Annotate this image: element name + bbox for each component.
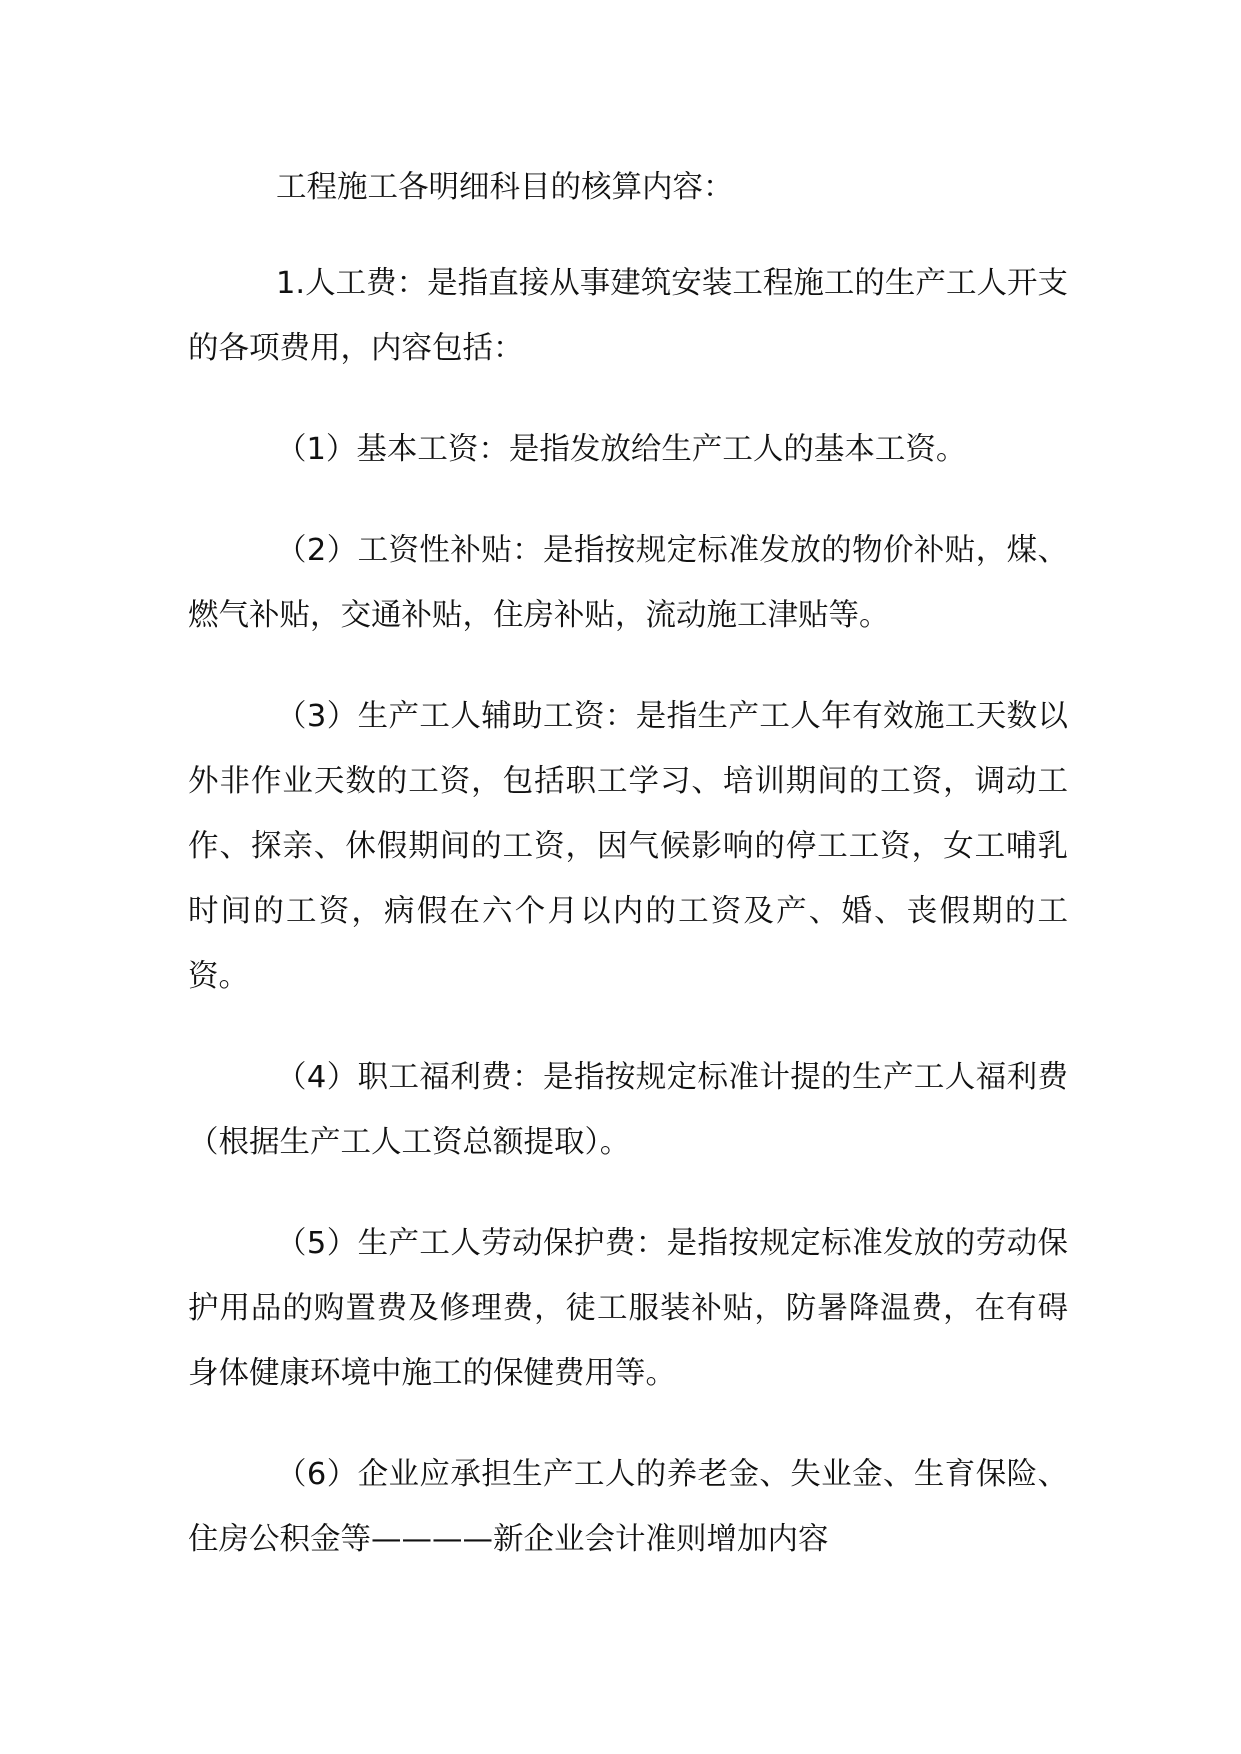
paragraph-labor-cost: 1.人工费：是指直接从事建筑安装工程施工的生产工人开支的各项费用，内容包括： bbox=[188, 266, 1068, 366]
paragraph-wage-subsidy: （2）工资性补贴：是指按规定标准发放的物价补贴，煤、燃气补贴，交通补贴，住房补贴，流动施工津贴等。 bbox=[188, 533, 1068, 633]
paragraph-auxiliary-wage: （3）生产工人辅助工资：是指生产工人年有效施工天数以外非作业天数的工资，包括职工学习、培训期间的工资，调动工作、探亲、休假期间的工资，因气候影响的停工工资，女工哺乳时间的工资，病假在六个月以内的工资及产、婚、丧假期的工资。 bbox=[188, 699, 1068, 994]
paragraph-basic-wage: （1）基本工资：是指发放给生产工人的基本工资。 bbox=[276, 432, 967, 467]
paragraph-welfare-fee: （4）职工福利费：是指按规定标准计提的生产工人福利费（根据生产工人工资总额提取）。 bbox=[188, 1060, 1068, 1160]
paragraph-social-insurance: （6）企业应承担生产工人的养老金、失业金、生育保险、住房公积金等————新企业会计准则增加内容 bbox=[188, 1457, 1068, 1557]
paragraph-labor-protection: （5）生产工人劳动保护费：是指按规定标准发放的劳动保护用品的购置费及修理费，徒工服装补贴，防暑降温费，在有碍身体健康环境中施工的保健费用等。 bbox=[188, 1226, 1068, 1391]
document-heading: 工程施工各明细科目的核算内容： bbox=[276, 170, 734, 205]
document-body bbox=[188, 155, 1068, 1608]
